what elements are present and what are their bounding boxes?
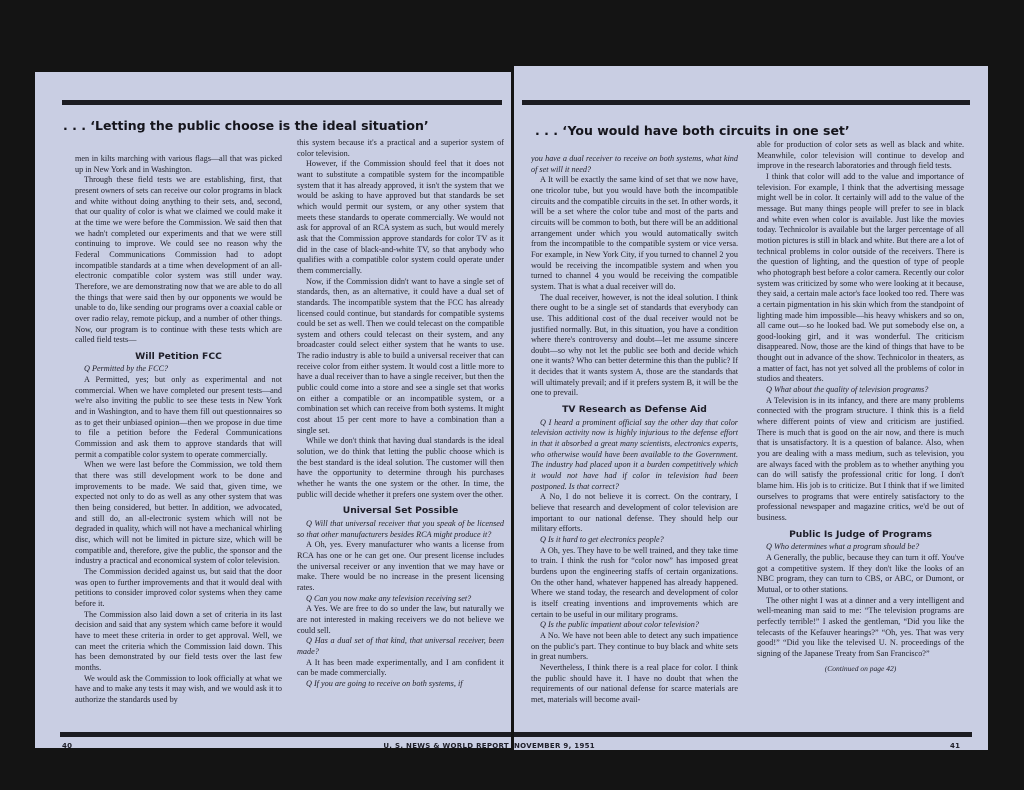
question-paragraph: you have a dual receiver to receive on both systems, what kind of set will it need? bbox=[531, 154, 738, 174]
body-paragraph: Through these field tests we are establishing, first, that present owners of sets can receive our color programs in black and white without doing anything to their sets, and, second, that our quality of color is what we claimed we could make it at the time we were before the Commission. We said then that we hadn't completed our experiments and that we were still continuing to improve. We could see no reason why the Federal Communications Commission had to adopt incompatible standards at a time when development of an all-electronic compatible color system was still under way. Therefore, we are demonstrating now that we are able to do all the things that were said then by our opponents we would be unable to do, like sending our programs over a coaxial cable or over radio relay, remote pickup, and a number of other things. Now, our program is to continue with these tests which are called field tests— bbox=[75, 175, 282, 345]
body-paragraph: When we were last before the Commission, we told them that there was still development work to be done and improvements to be made. We said that, given time, we expected not only to do as well as any other system that was then being considered, but better. In addition, we advocated, and still do, an all-electronic system which will not be degraded in quality, which will not have a mechanical whirling disc, which will not be limited in picture size, which will be compatible and, therefore, give the public, the sponsor and the industry a practical and economical system of color television. bbox=[75, 460, 282, 566]
answer-paragraph: A Oh, yes. They have to be well trained, and they take time to train. I think the rush for “color now” has imposed great burdens upon the engineering staffs of certain organizations. On the other hand, whatever happened has already happened. Where we stand today, the research and development of color is itself creating inventions and improvements which are certain to be useful in our military programs. bbox=[531, 545, 738, 619]
publication-name: U. S. NEWS & WORLD REPORT bbox=[383, 742, 509, 750]
question-paragraph: Q Can you now make any television receiving set? bbox=[306, 593, 472, 603]
body-paragraph: Nevertheless, I think there is a real place for color. I think the public should have it. I have no doubt that when the requirements of our national defense for scarce materials are met, materials will become avail- bbox=[531, 662, 738, 704]
answer-paragraph: A It will be exactly the same kind of set that we now have, one tricolor tube, but you would have both the incompatible circuits and the compatible circuits in the set. In other words, it will be a set where the color tube and most of the parts and circuits will be common to both, but there will be an additional arrangement under which you would automatically switch from the incompatible to the compatible system or vice versa. For example, in New York City, if you turned to channel 2 you would be receiving the incompatible system and when you turned to channel 4 you would be receiving the compatible system. That is what a dual receiver will do. bbox=[531, 175, 738, 291]
section-subheading: TV Research as Defense Aid bbox=[562, 404, 707, 416]
issue-date: NOVEMBER 9, 1951 bbox=[514, 742, 595, 750]
body-paragraph: able for production of color sets as well as black and white. Meanwhile, color television will continue to develop and improve in the research laboratories and through field tests. bbox=[757, 140, 964, 171]
answer-paragraph: A Oh, yes. Every manufacturer who wants a license from RCA has one or he can get one. Our present license includes the universal receiver or any invention that we may have or make. There would be no increase in the present licensing rates. bbox=[297, 540, 504, 592]
body-paragraph: this system because it's a practical and a superior system of color television. bbox=[297, 138, 504, 158]
top-rule bbox=[522, 100, 970, 105]
article-column bbox=[297, 138, 504, 734]
continued-note: (Continued on page 42) bbox=[824, 663, 897, 673]
body-paragraph: However, if the Commission should feel that it does not want to substitute a compatible system for the incompatible system that it has already approved, it isn't the system that we would be asking to have approved but that standards be set which would permit our system, or any other system that meets these standards to operate commercially. We would not ask for approval of an RCA system as such, but would merely ask that the Commission approve standards for color TV as it did in the case of black-and-white TV, so that anybody who qualifies with a compatible color system could operate under them commercially. bbox=[297, 159, 504, 275]
bottom-rule bbox=[514, 732, 972, 737]
body-paragraph: We would ask the Commission to look officially at what we have and to make any tests it may wish, and we would ask it to authorize the standards used by bbox=[75, 673, 282, 704]
article-column bbox=[75, 154, 282, 734]
page-headline: . . . ‘You would have both circuits in one set’ bbox=[535, 123, 850, 138]
section-subheading: Universal Set Possible bbox=[342, 505, 459, 517]
answer-paragraph: A Television is in its infancy, and there are many problems connected with the program structure. I think this is a field where different points of view and criticism are justified. There is much that is good on the air now, and there is much that is unsatisfactory. It is a question of balance. Also, when you are dealing with a mass medium, such as television, you are always faced with the problem as to whether anything you can do will satisfy the professional critic for long. I don't blame him. His job is to criticize. But I think that if we limited ourselves to programs that were entirely satisfactory to the professional newspaper and magazine critics, we'd be out of business. bbox=[757, 395, 964, 522]
answer-paragraph: A Permitted, yes; but only as experimental and not commercial. When we have completed our present tests—and we're also inviting the public to see these tests in New York and in Washington, and to have them fill out questionnaires so as to get their unbiased opinion—then we propose in due time to file a petition before the Federal Communications Commission and ask them to approve standards that will permit a compatible color system to operate commercially. bbox=[75, 375, 282, 459]
answer-paragraph: A Generally, the public, because they can turn it off. You've got a competitive system. If they don't like the looks of an NBC program, they can turn to CBS, or ABC, or Dumont, or Mutual, or to other stations. bbox=[757, 552, 964, 594]
body-paragraph: The other night I was at a dinner and a very intelligent and well-meaning man said to me: “The television programs are perfectly terrible!” I asked the gentleman, “Did you like the telecasts of the Kefauver hearings?” “Oh, yes. That was very good!” “Did you like the televised U. N. proceedings of the signing of the Japanese Treaty from San Francisco?” bbox=[757, 595, 964, 658]
question-paragraph: Q Will that universal receiver that you speak of be licensed so that other manufacturers besides RCA might produce it? bbox=[297, 518, 504, 539]
page-number: 40 bbox=[62, 742, 73, 750]
article-column bbox=[531, 154, 738, 734]
section-subheading: Public Is Judge of Programs bbox=[789, 528, 932, 540]
question-paragraph: Q What about the quality of television programs? bbox=[766, 385, 929, 395]
bottom-rule bbox=[60, 732, 511, 737]
body-paragraph: Now, if the Commission didn't want to have a single set of standards, then, as an alternative, it could have a dual set of standards. The incompatible system that the FCC has already licensed could continue, but standards for compatible systems could be set as well. Then we could telecast on the compatible system and others could telecast on their system, and any broadcaster could select either system that he wants to use. The radio industry is able to build a universal receiver that can receive color from either system. It would cost a little more to have a dual receiver than to have a single receiver, but then the public could come into a store and see a single set that works on either a compatible or an incompatible system, or a combination set which can receive from both systems. It might cost about 15 per cent more to have a combination than a single set. bbox=[297, 276, 504, 435]
top-rule bbox=[62, 100, 502, 105]
right-page bbox=[514, 66, 988, 750]
question-paragraph: Q If you are going to receive on both systems, if bbox=[306, 678, 463, 688]
body-paragraph: The Commission decided against us, but said that the door was open to further improvements and that it would deal with petitions to consider improved color systems when they came before it. bbox=[75, 566, 282, 608]
question-paragraph: Q Is the public impatient about color television? bbox=[540, 620, 699, 630]
answer-paragraph: A It has been made experimentally, and I am confident it can be made commercially. bbox=[297, 657, 504, 678]
question-paragraph: Q I heard a prominent official say the other day that color television activity now is highly injurious to the defense effort in that it absorbed a great many scientists, electronics experts, who otherwise would have been available to the Government. The industry had placed upon it a burden competitively which it would not have had if color in television had been postponed. Is that correct? bbox=[531, 417, 738, 491]
question-paragraph: Q Permitted by the FCC? bbox=[84, 364, 169, 374]
body-paragraph: The dual receiver, however, is not the ideal solution. I think there ought to be a single set of standards that everybody can use. This additional cost of the dual receiver would not be justified normally. But, in this situation, you have a condition where there's controversy and doubt—let me assume sincere doubt—so why not let the public see both and decide which one it wants? Who can better determine this than the public? If it decides that it wants system A, those are the standards that will ultimately prevail; and if it prefers system B, it will be the one to prevail. bbox=[531, 292, 738, 398]
answer-paragraph: A No, I do not believe it is correct. On the contrary, I believe that research and development of color television are important to our national defense. They should help our military efforts. bbox=[531, 492, 738, 534]
answer-paragraph: A Yes. We are free to do so under the law, but naturally we are not interested in making receivers we do not believe we could sell. bbox=[297, 604, 504, 635]
body-paragraph: The Commission also laid down a set of criteria in its last decision and said that any system which came before it would have to meet these criteria in order to get approval. Well, we can meet the criteria which the Commission laid down. This has been demonstrated by our field tests over the last few months. bbox=[75, 609, 282, 672]
page-number: 41 bbox=[950, 742, 961, 750]
answer-paragraph: A No. We have not been able to detect any such impatience on the public's part. They continue to buy black and white sets in great numbers. bbox=[531, 630, 738, 662]
body-paragraph: men in kilts marching with various flags—all that was picked up in New York and in Washington. bbox=[75, 154, 282, 174]
question-paragraph: Q Is it hard to get electronics people? bbox=[540, 534, 664, 544]
question-paragraph: Q Who determines what a program should be? bbox=[766, 542, 920, 552]
article-column bbox=[757, 140, 964, 734]
question-paragraph: Q Has a dual set of that kind, that universal receiver, been made? bbox=[297, 636, 504, 656]
body-paragraph: While we don't think that having dual standards is the ideal solution, we do think that letting the public choose which is the best standard is the ideal solution. The customer will then have the opportunity to determine through his purchases whether he wants the one system or the other. In time, the public will decide whether it prefers one system over the other. bbox=[297, 436, 504, 499]
page-headline: . . . ‘Letting the public choose is the ideal situation’ bbox=[63, 118, 429, 133]
body-paragraph: I think that color will add to the value and importance of television. For example, I think that the advertising message might well be in color. It certainly will add to the value of the message. But many things people will prefer to see in black and white even when color is available. Just like the movies today. Technicolor is available but the larger percentage of all motion pictures is still in black and white. But there are a lot of technical problems in color outside of the receivers. There is the question of lighting, and the question of type of people who photograph best before a color camera. Recently our color system was criticized by some who were looking at it because, they said, a certain male actor's face looked too red. There was a certain pigmentation in his skin which from the standpoint of lighting made him impossible—his heavy whiskers and so on, all came out—so he looked bad. We put somebody else on, a good-looking girl, and it was wonderful. The criticism disappeared. Now, those are the kind of things that have to be thought out in advance of the show. Technicolor in theaters, as a matter of fact, has not yet solved all the problems of color in studios and theaters. bbox=[757, 171, 964, 384]
section-subheading: Will Petition FCC bbox=[135, 350, 222, 362]
left-page bbox=[35, 72, 511, 748]
